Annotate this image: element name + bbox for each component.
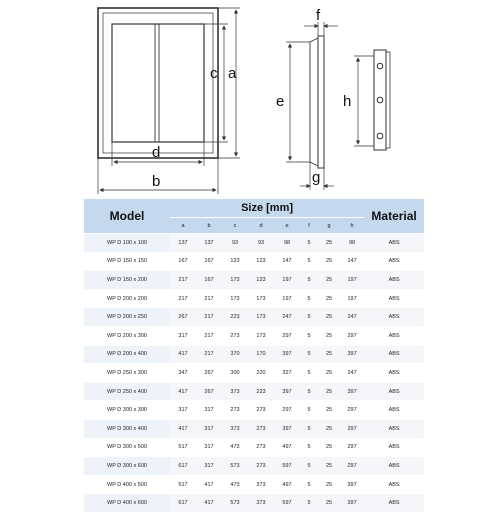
size-value-cell: 217 bbox=[196, 308, 222, 327]
size-value-cell: 5 bbox=[300, 271, 318, 290]
size-value-cell: 297 bbox=[340, 401, 364, 420]
size-value-cell: 247 bbox=[340, 364, 364, 383]
size-value-cell: 25 bbox=[318, 234, 340, 253]
material-cell: ABS bbox=[364, 475, 424, 494]
size-value-cell: 317 bbox=[196, 438, 222, 457]
size-value-cell: 300 bbox=[222, 364, 248, 383]
size-value-cell: 5 bbox=[300, 289, 318, 308]
size-value-cell: 473 bbox=[222, 475, 248, 494]
model-cell: WP D 150 x 200 bbox=[84, 271, 170, 290]
size-value-cell: 517 bbox=[170, 438, 196, 457]
size-value-cell: 267 bbox=[170, 308, 196, 327]
size-value-cell: 497 bbox=[274, 475, 300, 494]
label-a: a bbox=[228, 65, 237, 82]
label-b: b bbox=[152, 173, 161, 190]
size-value-cell: 273 bbox=[248, 438, 274, 457]
size-value-cell: 5 bbox=[300, 419, 318, 438]
label-h: h bbox=[343, 93, 352, 110]
size-value-cell: 25 bbox=[318, 382, 340, 401]
size-column-header: f bbox=[300, 218, 318, 234]
size-value-cell: 247 bbox=[340, 308, 364, 327]
size-column-header: h bbox=[340, 218, 364, 234]
size-value-cell: 123 bbox=[248, 252, 274, 271]
size-value-cell: 217 bbox=[196, 326, 222, 345]
size-value-cell: 170 bbox=[248, 345, 274, 364]
label-e: e bbox=[276, 93, 285, 110]
dimension-h bbox=[354, 56, 374, 146]
size-value-cell: 597 bbox=[274, 494, 300, 513]
size-value-cell: 273 bbox=[248, 401, 274, 420]
model-cell: WP D 200 x 300 bbox=[84, 326, 170, 345]
dimension-f bbox=[304, 22, 338, 36]
size-value-cell: 137 bbox=[170, 234, 196, 253]
size-value-cell: 5 bbox=[300, 438, 318, 457]
material-cell: ABS bbox=[364, 345, 424, 364]
size-value-cell: 397 bbox=[274, 382, 300, 401]
size-value-cell: 497 bbox=[274, 438, 300, 457]
model-cell: WP D 400 x 600 bbox=[84, 494, 170, 513]
size-value-cell: 373 bbox=[222, 419, 248, 438]
front-view bbox=[98, 8, 218, 158]
size-value-cell: 25 bbox=[318, 308, 340, 327]
material-cell: ABS bbox=[364, 438, 424, 457]
size-value-cell: 347 bbox=[170, 364, 196, 383]
material-cell: ABS bbox=[364, 271, 424, 290]
size-value-cell: 297 bbox=[340, 457, 364, 476]
table-row bbox=[84, 457, 424, 476]
size-value-cell: 25 bbox=[318, 289, 340, 308]
material-cell: ABS bbox=[364, 234, 424, 253]
label-c: c bbox=[210, 65, 218, 82]
size-value-cell: 273 bbox=[222, 326, 248, 345]
hinge-view bbox=[374, 50, 390, 150]
size-value-cell: 25 bbox=[318, 345, 340, 364]
size-value-cell: 5 bbox=[300, 494, 318, 513]
size-value-cell: 5 bbox=[300, 475, 318, 494]
size-value-cell: 167 bbox=[196, 252, 222, 271]
material-cell: ABS bbox=[364, 326, 424, 345]
dimension-c bbox=[204, 24, 228, 142]
size-value-cell: 173 bbox=[222, 289, 248, 308]
size-value-cell: 373 bbox=[248, 494, 274, 513]
size-value-cell: 273 bbox=[248, 457, 274, 476]
size-value-cell: 197 bbox=[274, 289, 300, 308]
size-value-cell: 247 bbox=[274, 308, 300, 327]
size-value-cell: 5 bbox=[300, 345, 318, 364]
table-row bbox=[84, 308, 424, 327]
size-value-cell: 373 bbox=[248, 475, 274, 494]
model-cell: WP D 300 x 400 bbox=[84, 419, 170, 438]
size-value-cell: 5 bbox=[300, 308, 318, 327]
size-value-cell: 5 bbox=[300, 326, 318, 345]
size-value-cell: 573 bbox=[222, 457, 248, 476]
size-value-cell: 197 bbox=[340, 271, 364, 290]
size-value-cell: 25 bbox=[318, 271, 340, 290]
size-value-cell: 5 bbox=[300, 252, 318, 271]
model-header: Model bbox=[84, 199, 170, 234]
label-d: d bbox=[152, 144, 161, 161]
material-cell: ABS bbox=[364, 457, 424, 476]
model-cell: WP D 250 x 300 bbox=[84, 364, 170, 383]
size-value-cell: 137 bbox=[196, 234, 222, 253]
size-value-cell: 25 bbox=[318, 364, 340, 383]
size-column-header: g bbox=[318, 218, 340, 234]
size-value-cell: 167 bbox=[196, 271, 222, 290]
size-value-cell: 173 bbox=[248, 289, 274, 308]
size-value-cell: 273 bbox=[222, 401, 248, 420]
material-cell: ABS bbox=[364, 252, 424, 271]
size-value-cell: 5 bbox=[300, 401, 318, 420]
label-f: f bbox=[316, 7, 321, 24]
size-value-cell: 25 bbox=[318, 457, 340, 476]
size-column-header: d bbox=[248, 218, 274, 234]
size-value-cell: 5 bbox=[300, 234, 318, 253]
size-value-cell: 197 bbox=[340, 289, 364, 308]
size-column-header: e bbox=[274, 218, 300, 234]
table-row bbox=[84, 252, 424, 271]
size-value-cell: 397 bbox=[340, 475, 364, 494]
size-value-cell: 417 bbox=[196, 475, 222, 494]
model-cell: WP D 200 x 200 bbox=[84, 289, 170, 308]
size-value-cell: 25 bbox=[318, 494, 340, 513]
model-cell: WP D 250 x 400 bbox=[84, 382, 170, 401]
size-value-cell: 25 bbox=[318, 475, 340, 494]
dimension-e bbox=[286, 42, 310, 162]
table-row bbox=[84, 401, 424, 420]
size-value-cell: 397 bbox=[340, 494, 364, 513]
size-value-cell: 167 bbox=[170, 252, 196, 271]
size-value-cell: 93 bbox=[248, 234, 274, 253]
size-value-cell: 417 bbox=[170, 382, 196, 401]
size-value-cell: 25 bbox=[318, 419, 340, 438]
size-value-cell: 147 bbox=[340, 252, 364, 271]
dimension-a bbox=[218, 8, 240, 158]
size-value-cell: 327 bbox=[274, 364, 300, 383]
size-value-cell: 223 bbox=[248, 382, 274, 401]
table-row bbox=[84, 271, 424, 290]
size-value-cell: 217 bbox=[196, 345, 222, 364]
size-value-cell: 25 bbox=[318, 401, 340, 420]
size-value-cell: 25 bbox=[318, 252, 340, 271]
size-value-cell: 417 bbox=[196, 494, 222, 513]
size-value-cell: 123 bbox=[222, 252, 248, 271]
size-value-cell: 573 bbox=[222, 494, 248, 513]
size-value-cell: 317 bbox=[170, 401, 196, 420]
model-cell: WP D 300 x 600 bbox=[84, 457, 170, 476]
spec-table-body bbox=[84, 234, 424, 513]
material-cell: ABS bbox=[364, 419, 424, 438]
size-value-cell: 370 bbox=[222, 345, 248, 364]
size-value-cell: 473 bbox=[222, 438, 248, 457]
size-value-cell: 147 bbox=[274, 252, 300, 271]
size-value-cell: 517 bbox=[170, 475, 196, 494]
model-cell: WP D 400 x 500 bbox=[84, 475, 170, 494]
table-row bbox=[84, 364, 424, 383]
size-value-cell: 317 bbox=[170, 326, 196, 345]
size-value-cell: 417 bbox=[170, 419, 196, 438]
size-value-cell: 223 bbox=[222, 308, 248, 327]
model-cell: WP D 200 x 250 bbox=[84, 308, 170, 327]
size-value-cell: 397 bbox=[274, 419, 300, 438]
model-cell: WP D 100 x 100 bbox=[84, 234, 170, 253]
size-value-cell: 397 bbox=[340, 345, 364, 364]
size-value-cell: 267 bbox=[196, 364, 222, 383]
size-value-cell: 5 bbox=[300, 382, 318, 401]
table-row bbox=[84, 494, 424, 513]
material-cell: ABS bbox=[364, 308, 424, 327]
size-value-cell: 98 bbox=[340, 234, 364, 253]
size-value-cell: 197 bbox=[274, 271, 300, 290]
size-value-cell: 25 bbox=[318, 326, 340, 345]
size-value-cell: 597 bbox=[274, 457, 300, 476]
size-value-cell: 217 bbox=[170, 271, 196, 290]
size-column-header: c bbox=[222, 218, 248, 234]
material-cell: ABS bbox=[364, 494, 424, 513]
size-value-cell: 217 bbox=[170, 289, 196, 308]
size-value-cell: 93 bbox=[222, 234, 248, 253]
model-cell: WP D 300 x 500 bbox=[84, 438, 170, 457]
table-row bbox=[84, 419, 424, 438]
size-value-cell: 397 bbox=[340, 382, 364, 401]
table-row bbox=[84, 234, 424, 253]
size-value-cell: 173 bbox=[248, 326, 274, 345]
size-column-header: a bbox=[170, 218, 196, 234]
size-value-cell: 173 bbox=[248, 308, 274, 327]
size-value-cell: 5 bbox=[300, 457, 318, 476]
model-cell: WP D 300 x 300 bbox=[84, 401, 170, 420]
size-value-cell: 217 bbox=[196, 289, 222, 308]
table-row bbox=[84, 438, 424, 457]
size-value-cell: 123 bbox=[248, 271, 274, 290]
size-value-cell: 417 bbox=[170, 345, 196, 364]
side-view bbox=[310, 36, 324, 168]
size-value-cell: 98 bbox=[274, 234, 300, 253]
material-cell: ABS bbox=[364, 401, 424, 420]
material-cell: ABS bbox=[364, 289, 424, 308]
size-value-cell: 273 bbox=[248, 419, 274, 438]
size-value-cell: 25 bbox=[318, 438, 340, 457]
technical-drawing bbox=[0, 0, 500, 196]
model-cell: WP D 200 x 400 bbox=[84, 345, 170, 364]
table-row bbox=[84, 289, 424, 308]
size-column-header: b bbox=[196, 218, 222, 234]
size-value-cell: 267 bbox=[196, 382, 222, 401]
size-value-cell: 297 bbox=[340, 326, 364, 345]
table-row bbox=[84, 345, 424, 364]
spec-table bbox=[84, 199, 424, 513]
size-value-cell: 5 bbox=[300, 364, 318, 383]
table-row bbox=[84, 382, 424, 401]
size-value-cell: 397 bbox=[274, 345, 300, 364]
model-cell: WP D 150 x 150 bbox=[84, 252, 170, 271]
material-cell: ABS bbox=[364, 382, 424, 401]
size-value-cell: 297 bbox=[340, 438, 364, 457]
size-value-cell: 617 bbox=[170, 457, 196, 476]
label-g: g bbox=[312, 169, 321, 186]
material-cell: ABS bbox=[364, 364, 424, 383]
size-value-cell: 317 bbox=[196, 401, 222, 420]
size-value-cell: 317 bbox=[196, 419, 222, 438]
size-value-cell: 373 bbox=[222, 382, 248, 401]
size-header: Size [mm] bbox=[170, 199, 364, 218]
table-row bbox=[84, 475, 424, 494]
size-value-cell: 297 bbox=[274, 326, 300, 345]
size-value-cell: 617 bbox=[170, 494, 196, 513]
material-header: Material bbox=[364, 199, 424, 234]
size-value-cell: 317 bbox=[196, 457, 222, 476]
size-value-cell: 297 bbox=[274, 401, 300, 420]
size-value-cell: 297 bbox=[340, 419, 364, 438]
table-row bbox=[84, 326, 424, 345]
size-value-cell: 220 bbox=[248, 364, 274, 383]
size-value-cell: 173 bbox=[222, 271, 248, 290]
